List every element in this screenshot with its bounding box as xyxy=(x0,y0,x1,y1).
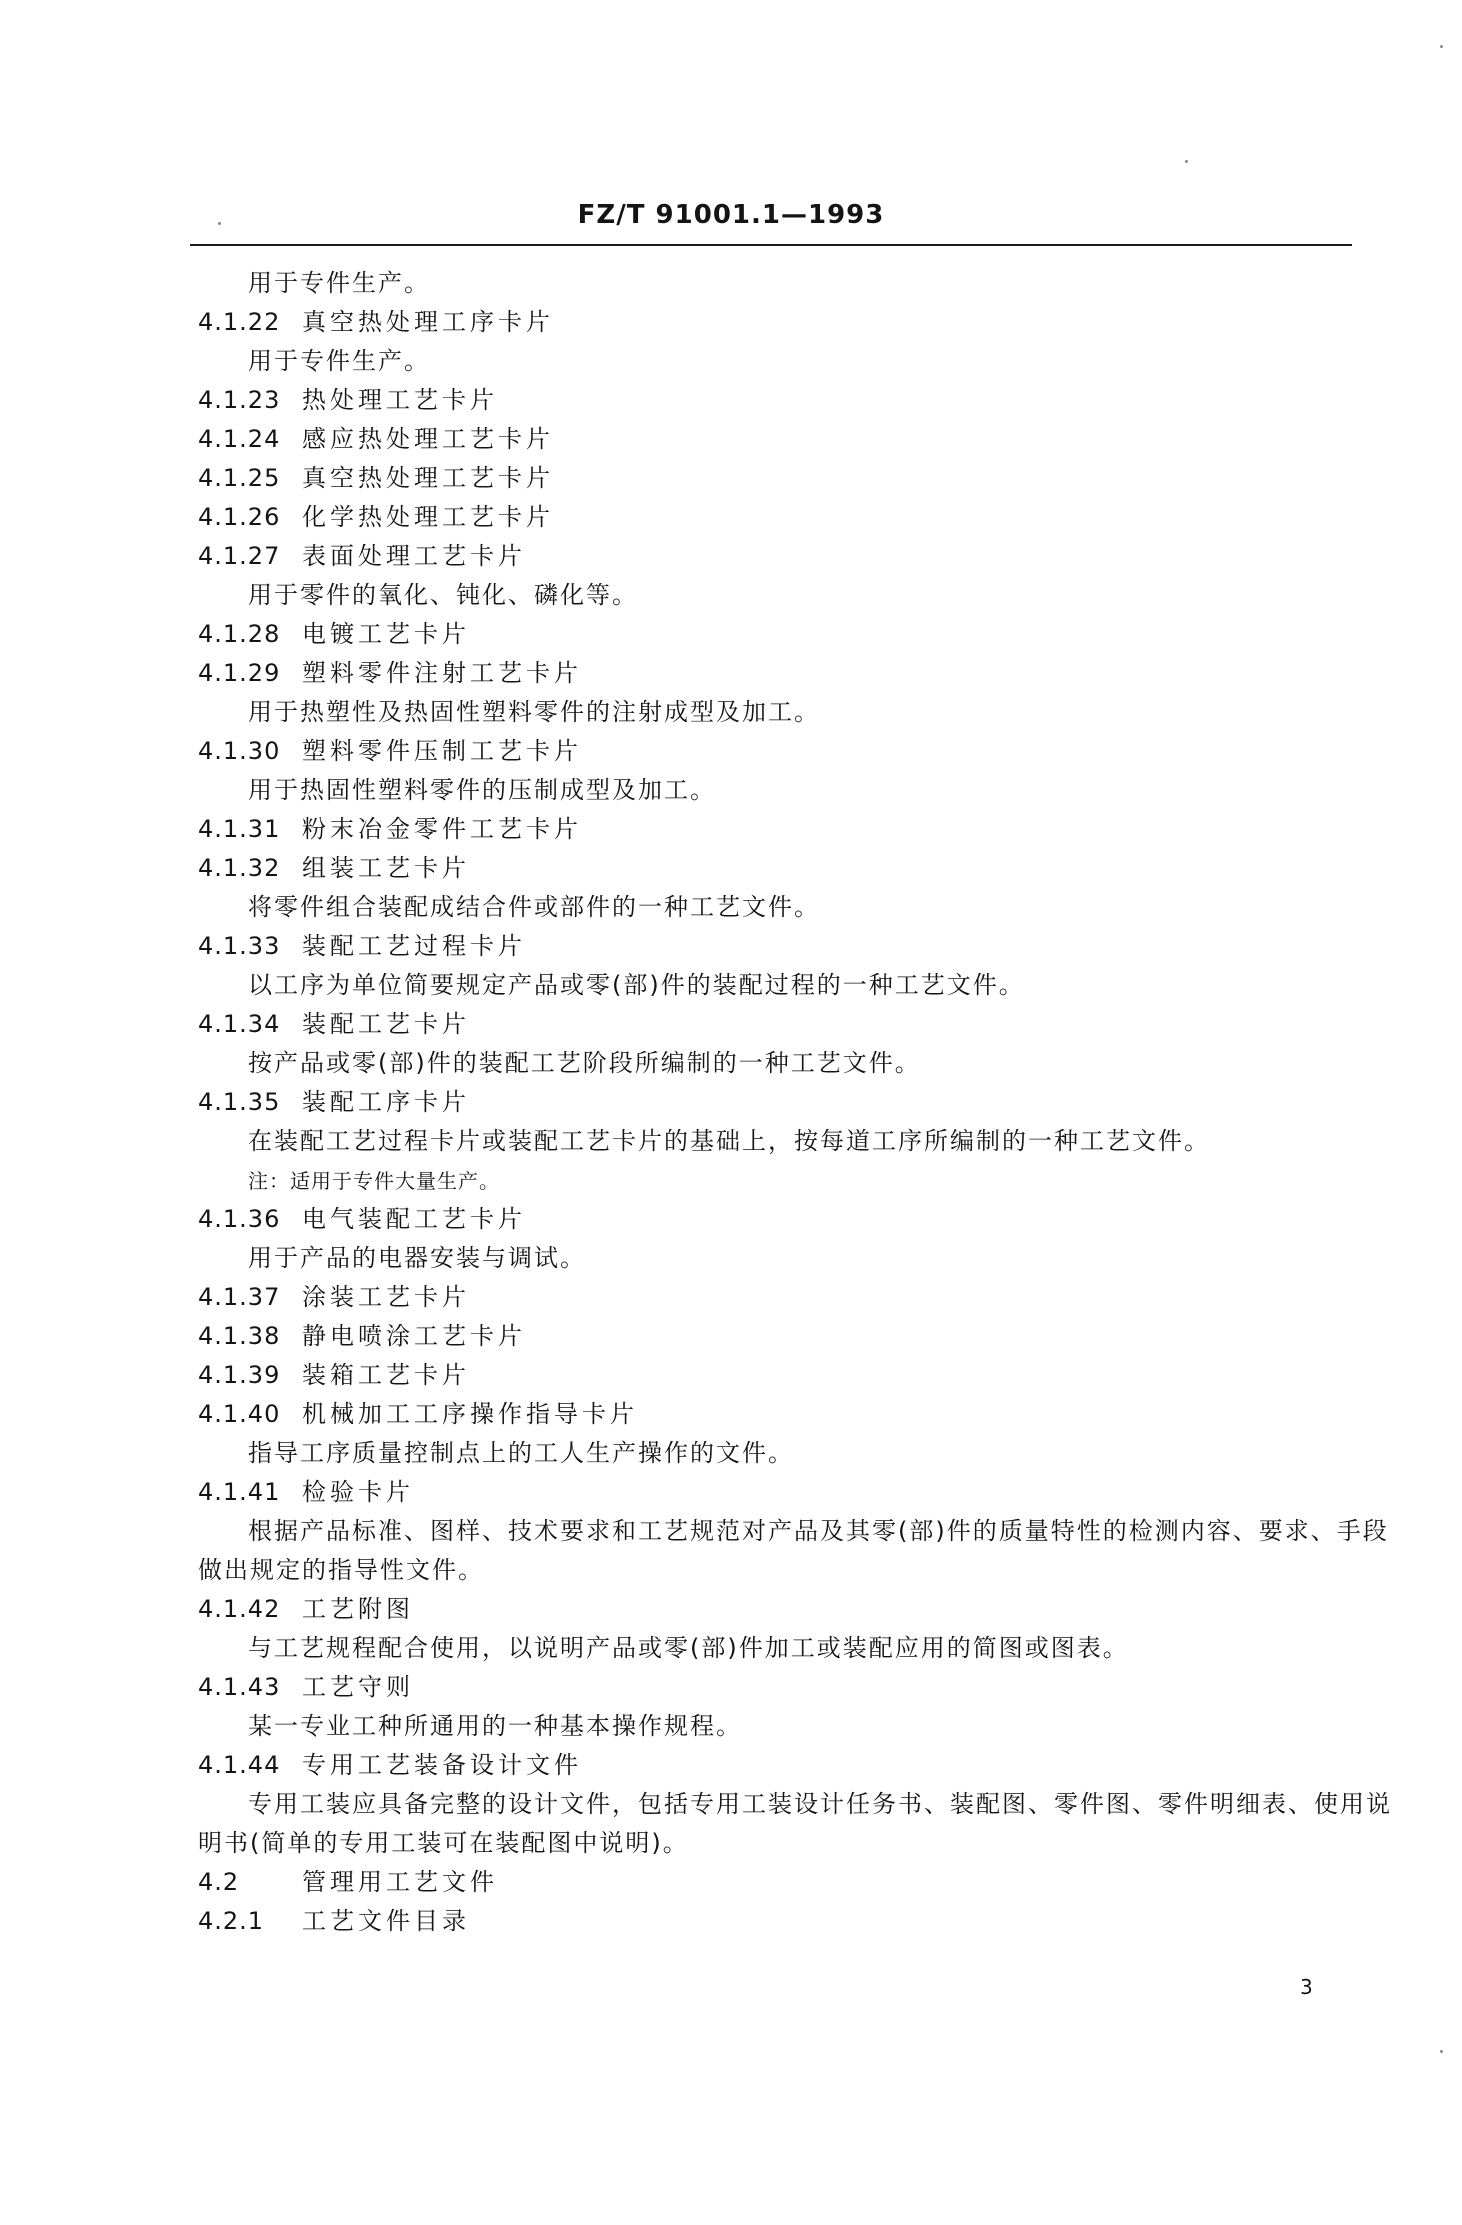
description-line xyxy=(248,1516,1389,1546)
section-number: 4.1.38 xyxy=(198,1322,281,1350)
description-line xyxy=(248,970,1025,1000)
section-number: 4.1.39 xyxy=(198,1361,281,1389)
section-heading xyxy=(198,1594,414,1624)
section-title: 检验卡片 xyxy=(302,1478,414,1506)
note-line xyxy=(248,1165,500,1196)
description-text: 用于热固性塑料零件的压制成型及加工。 xyxy=(248,776,716,804)
section-number: 4.2.1 xyxy=(198,1907,265,1935)
section-heading xyxy=(198,619,470,649)
section-heading xyxy=(198,814,582,844)
section-number: 4.1.29 xyxy=(198,659,281,687)
section-number: 4.1.30 xyxy=(198,737,281,765)
section-title: 塑料零件注射工艺卡片 xyxy=(302,659,582,687)
description-text: 指导工序质量控制点上的工人生产操作的文件。 xyxy=(248,1439,794,1467)
section-title: 工艺文件目录 xyxy=(302,1907,470,1935)
section-number: 4.1.42 xyxy=(198,1595,281,1623)
description-line xyxy=(248,1243,586,1273)
section-number: 4.1.24 xyxy=(198,425,281,453)
section-heading xyxy=(198,1672,414,1702)
section-heading xyxy=(198,1321,526,1351)
section-heading xyxy=(198,1399,638,1429)
section-title: 专用工艺装备设计文件 xyxy=(302,1751,582,1779)
section-title: 电气装配工艺卡片 xyxy=(302,1205,526,1233)
section-number: 4.1.34 xyxy=(198,1010,281,1038)
section-title: 管理用工艺文件 xyxy=(302,1868,498,1896)
section-number: 4.1.25 xyxy=(198,464,281,492)
page-number: 3 xyxy=(1300,1975,1313,1999)
section-heading xyxy=(198,1009,470,1039)
paragraph-text: 做出规定的指导性文件。 xyxy=(198,1556,484,1584)
section-title: 机械加工工序操作指导卡片 xyxy=(302,1400,638,1428)
section-heading xyxy=(198,1750,582,1780)
section-title: 涂装工艺卡片 xyxy=(302,1283,470,1311)
section-number: 4.1.37 xyxy=(198,1283,281,1311)
section-heading xyxy=(198,541,526,571)
description-text: 以工序为单位简要规定产品或零(部)件的装配过程的一种工艺文件。 xyxy=(248,971,1025,999)
section-title: 化学热处理工艺卡片 xyxy=(302,503,554,531)
section-heading xyxy=(198,307,554,337)
header-rule xyxy=(190,244,1352,246)
description-text: 在装配工艺过程卡片或装配工艺卡片的基础上，按每道工序所编制的一种工艺文件。 xyxy=(248,1127,1210,1155)
section-title: 装配工序卡片 xyxy=(302,1088,470,1116)
description-line xyxy=(248,775,716,805)
section-title: 粉末冶金零件工艺卡片 xyxy=(302,815,582,843)
section-title: 装箱工艺卡片 xyxy=(302,1361,470,1389)
description-text: 用于零件的氧化、钝化、磷化等。 xyxy=(248,581,638,609)
description-line xyxy=(248,1126,1210,1156)
description-text: 将零件组合装配成结合件或部件的一种工艺文件。 xyxy=(248,893,820,921)
description-line xyxy=(248,346,430,376)
description-line xyxy=(248,1711,742,1741)
description-line xyxy=(248,580,638,610)
section-number: 4.1.44 xyxy=(198,1751,281,1779)
section-title: 组装工艺卡片 xyxy=(302,854,470,882)
section-heading xyxy=(198,463,554,493)
description-text: 与工艺规程配合使用，以说明产品或零(部)件加工或装配应用的简图或图表。 xyxy=(248,1634,1129,1662)
section-heading xyxy=(198,1282,470,1312)
section-heading xyxy=(198,424,554,454)
description-text: 用于产品的电器安装与调试。 xyxy=(248,1244,586,1272)
description-text: 用于专件生产。 xyxy=(248,347,430,375)
description-text: 根据产品标准、图样、技术要求和工艺规范对产品及其零(部)件的质量特性的检测内容、要求、手段 xyxy=(248,1517,1389,1545)
paragraph-text: 明书(简单的专用工装可在装配图中说明)。 xyxy=(198,1829,689,1857)
section-title: 工艺附图 xyxy=(302,1595,414,1623)
section-title: 热处理工艺卡片 xyxy=(302,386,498,414)
section-title: 感应热处理工艺卡片 xyxy=(302,425,554,453)
description-text: 专用工装应具备完整的设计文件，包括专用工装设计任务书、装配图、零件图、零件明细表、使用说 xyxy=(248,1790,1392,1818)
section-number: 4.1.26 xyxy=(198,503,281,531)
section-title: 真空热处理工序卡片 xyxy=(302,308,554,336)
section-number: 4.1.32 xyxy=(198,854,281,882)
section-heading xyxy=(198,658,582,688)
section-heading xyxy=(198,385,498,415)
section-heading xyxy=(198,736,582,766)
section-number: 4.1.33 xyxy=(198,932,281,960)
section-heading xyxy=(198,1360,470,1390)
section-number: 4.1.43 xyxy=(198,1673,281,1701)
document-code-header: FZ/T 91001.1—1993 xyxy=(577,200,885,230)
section-heading xyxy=(198,853,470,883)
section-number: 4.1.41 xyxy=(198,1478,281,1506)
section-number: 4.1.22 xyxy=(198,308,281,336)
section-number: 4.1.36 xyxy=(198,1205,281,1233)
section-number: 4.2 xyxy=(198,1868,240,1896)
section-title: 真空热处理工艺卡片 xyxy=(302,464,554,492)
section-title: 装配工艺过程卡片 xyxy=(302,932,526,960)
section-number: 4.1.40 xyxy=(198,1400,281,1428)
section-title: 表面处理工艺卡片 xyxy=(302,542,526,570)
description-text: 用于专件生产。 xyxy=(248,269,430,297)
description-text: 用于热塑性及热固性塑料零件的注射成型及加工。 xyxy=(248,698,820,726)
section-number: 4.1.28 xyxy=(198,620,281,648)
section-heading xyxy=(198,1204,526,1234)
description-line xyxy=(248,892,820,922)
description-line xyxy=(248,1048,921,1078)
description-line xyxy=(248,1438,794,1468)
section-heading xyxy=(198,1087,470,1117)
section-number: 4.1.27 xyxy=(198,542,281,570)
section-number: 4.1.31 xyxy=(198,815,281,843)
description-line xyxy=(248,697,820,727)
note-text: 注：适用于专件大量生产。 xyxy=(248,1169,500,1193)
section-title: 装配工艺卡片 xyxy=(302,1010,470,1038)
section-number: 4.1.23 xyxy=(198,386,281,414)
section-title: 塑料零件压制工艺卡片 xyxy=(302,737,582,765)
section-number: 4.1.35 xyxy=(198,1088,281,1116)
description-text: 按产品或零(部)件的装配工艺阶段所编制的一种工艺文件。 xyxy=(248,1049,921,1077)
section-title: 工艺守则 xyxy=(302,1673,414,1701)
paragraph-continuation xyxy=(198,1555,484,1585)
description-line xyxy=(248,1633,1129,1663)
section-heading xyxy=(198,931,526,961)
section-heading xyxy=(198,1477,414,1507)
description-text: 某一专业工种所通用的一种基本操作规程。 xyxy=(248,1712,742,1740)
section-heading xyxy=(198,502,554,532)
description-line xyxy=(248,1789,1392,1819)
section-heading xyxy=(198,1906,470,1936)
section-heading xyxy=(198,1867,498,1897)
description-line xyxy=(248,268,430,298)
section-title: 静电喷涂工艺卡片 xyxy=(302,1322,526,1350)
section-title: 电镀工艺卡片 xyxy=(302,620,470,648)
paragraph-continuation xyxy=(198,1828,689,1858)
